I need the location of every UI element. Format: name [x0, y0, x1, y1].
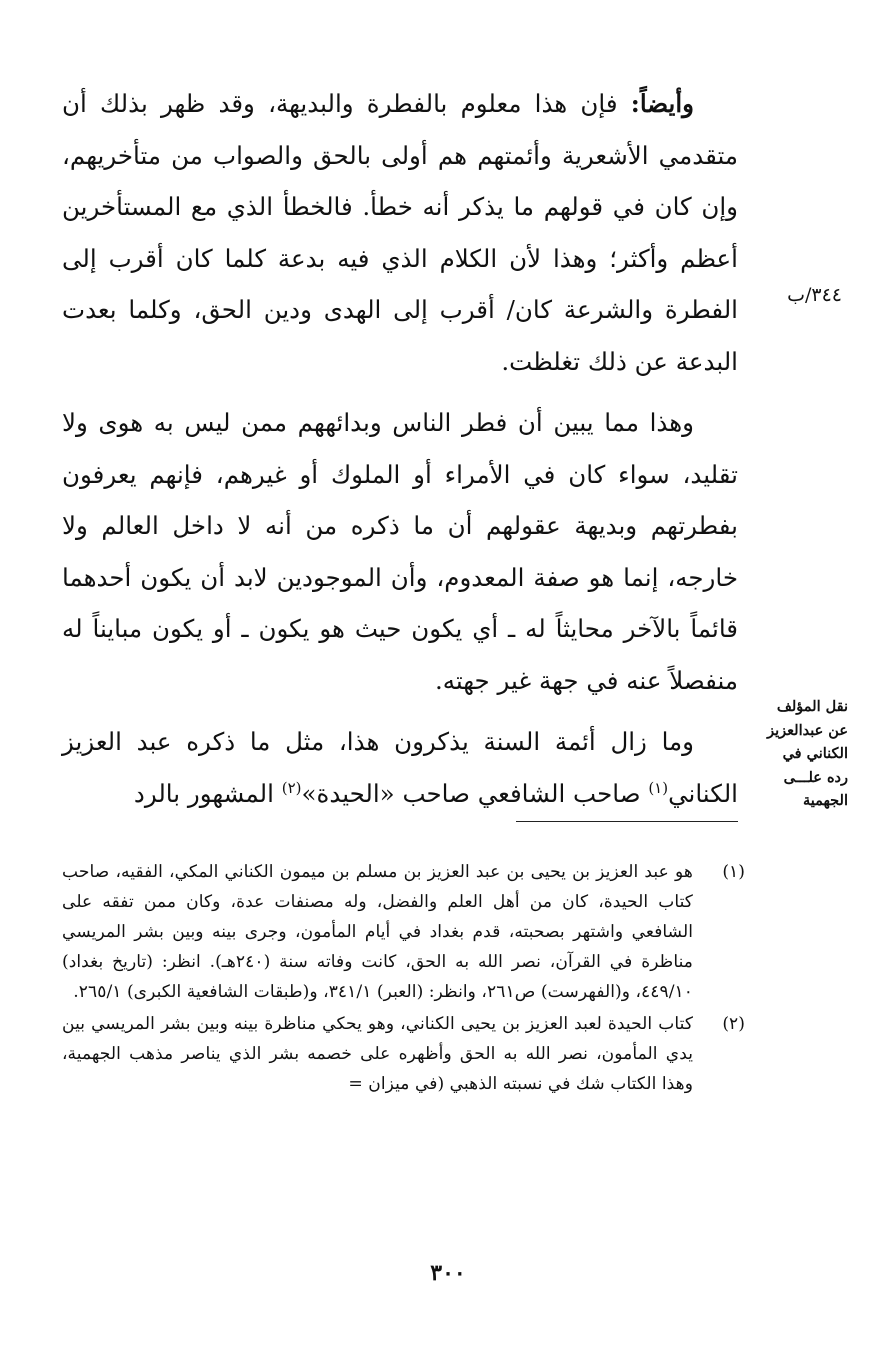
paragraph-3: [62, 716, 738, 819]
page-number: ٣٠٠: [430, 1260, 466, 1286]
footnote-ref-1: (١): [648, 778, 669, 797]
footnote-number: (٢): [722, 1014, 745, 1034]
paragraph-3-text-a: وما زال أئمة السنة يذكرون هذا، مثل ما ذكره عبد العزيز الكناني: [62, 727, 738, 808]
footnote-2: [62, 1009, 745, 1099]
manuscript-folio-ref: ٣٤٤/ب: [787, 284, 842, 306]
footnote-separator: [516, 821, 738, 822]
paragraph-1-text: فإن هذا معلوم بالفطرة والبديهة، وقد ظهر بذلك أن متقدمي الأشعرية وأئمتهم هم أولى بالحق والصواب من متأخريهم، وإن كان في قولهم ما يذكر أنه خطأ. فالخطأ الذي مع المستأخرين أعظم وأكثر؛ وهذا لأن الكلام الذي فيه بدعة كلما كان أقرب إلى الفطرة والشرعة كان/ أقرب إلى الهدى ودين الحق، وكلما بعدت البدعة عن ذلك تغلظت.: [62, 89, 738, 376]
paragraph-3-text-b: صاحب الشافعي صاحب «الحيدة»: [301, 778, 649, 808]
footnote-number: (١): [722, 862, 745, 882]
main-text: [62, 78, 738, 819]
paragraph-2-text: وهذا مما يبين أن فطر الناس وبدائههم ممن ليس به هوى ولا تقليد، سواء كان في الأمراء أو الملوك أو غيرهم، فإنهم يعرفون بفطرتهم وبديهة عقولهم أن ما ذكره من أنه لا داخل العالم ولا خارجه، إنما هو صفة المعدوم، وأن الموجودين لابد أن يكون أحدهما قائماً بالآخر محايثاً له ـ أي يكون حيث هو يكون ـ أو يكون مبايناً له منفصلاً عنه في جهة غير جهته.: [62, 408, 738, 695]
paragraph-3-text-c: المشهور بالرد: [133, 778, 282, 808]
paragraph-lead: وأيضاً:: [630, 89, 694, 118]
footnote-text: هو عبد العزيز بن يحيى بن عبد العزيز بن مسلم بن ميمون الكناني المكي، الفقيه، صاحب كتاب الحيدة، كان من أهل العلم والفضل، وله مصنفات عدة، وكان ممن تفقه على الشافعي واشتهر بصحبته، قدم بغداد في أيام المأمون، وجرى بينه وبين بشر المريسي مناظرة في القرآن، نصر الله به الحق، كانت وفاته سنة (٢٤٠هـ). انظر: (تاريخ بغداد) ٤٤٩/١٠، و(الفهرست) ص٢٦١، وانظر: (العبر) ٣٤١/١، و(طبقات الشافعية الكبرى) ٢٦٥/١.: [62, 862, 693, 1002]
footnote-1: [62, 857, 745, 1007]
paragraph-2: [62, 397, 738, 706]
margin-note: نقل المؤلف عن عبدالعزيز الكناني في رده علـــى الجهمية: [767, 698, 848, 809]
footnotes: [62, 857, 745, 1099]
paragraph-1: [62, 78, 738, 387]
footnote-ref-2: (٢): [281, 778, 302, 797]
footnote-text: كتاب الحيدة لعبد العزيز بن يحيى الكناني، وهو يحكي مناظرة بينه وبين بشر المريسي بين يدي المأمون، نصر الله به الحق وأظهره على خصمه بشر الذي يناصر مذهب الجهمية، وهذا الكتاب شك في نسبته الذهبي (في ميزان =: [62, 1014, 693, 1094]
